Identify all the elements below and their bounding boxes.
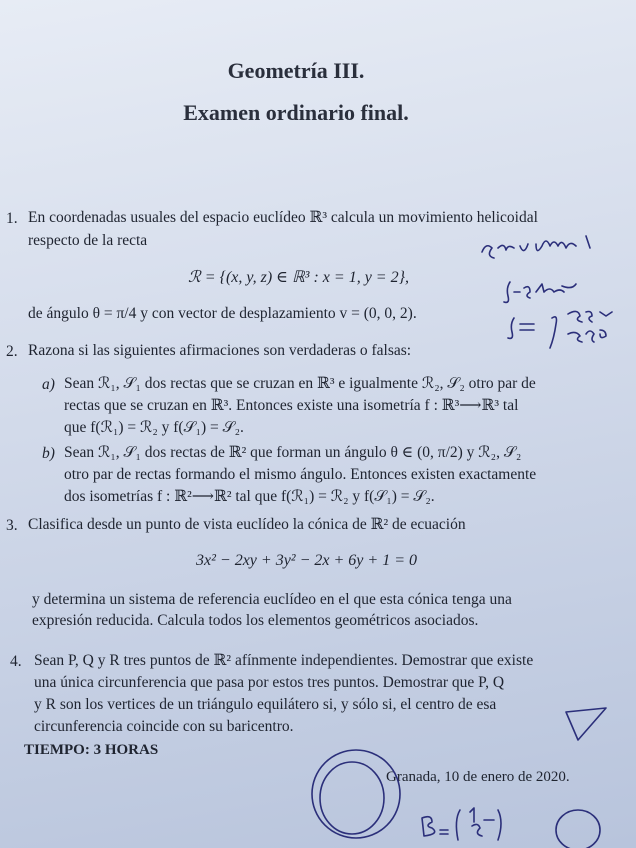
q2a-label: a): [42, 376, 55, 393]
q1-line2: respecto de la recta: [28, 232, 148, 249]
q4-line4: circunferencia coincide con su baricentro.: [34, 718, 294, 735]
q2-line1: Razona si las siguientes afirmaciones son verdaderas o falsas:: [28, 342, 412, 359]
q1-number: 1.: [6, 210, 18, 227]
handwritten-note-b: [422, 808, 501, 840]
q1-line3: de ángulo θ = π/4 y con vector de desplazamiento v = (0, 0, 2).: [28, 305, 417, 322]
q3-number: 3.: [6, 517, 18, 534]
q4-line2: una única circunferencia que pasa por estos tres puntos. Demostrar que P, Q: [34, 674, 505, 691]
handwritten-note-f3: [568, 330, 606, 342]
q3-line2: y determina un sistema de referencia euclídeo en el que esta cónica tenga una: [32, 591, 512, 608]
q2-number: 2.: [6, 343, 18, 360]
q2b-line2: otro par de rectas formando el mismo ángulo. Entonces existen exactamente: [64, 466, 537, 483]
q4-line1: Sean P, Q y R tres puntos de ℝ² afínmente independientes. Demostrar que existe: [34, 652, 534, 669]
q3-equation: 3x² − 2xy + 3y² − 2x + 6y + 1 = 0: [196, 552, 417, 569]
q2a-line2: rectas que se cruzan en ℝ³. Entonces existe una isometría f : ℝ³⟶ℝ³ tal: [64, 397, 519, 414]
q2b-line3: dos isometrías f : ℝ²⟶ℝ² tal que f(ℛ₁) = ℛ₂ y f(𝒮₁) = 𝒮₂.: [64, 488, 435, 505]
time-limit: TIEMPO: 3 HORAS: [24, 742, 159, 758]
handwritten-note-1: [482, 236, 590, 258]
q4-number: 4.: [10, 653, 22, 670]
q3-line3: expresión reducida. Calcula todos los elementos geométricos asociados.: [32, 612, 479, 629]
q2a-line1: Sean ℛ₁, 𝒮₁ dos rectas que se cruzan en ℝ³ e igualmente ℛ₂, 𝒮₂ otro par de: [64, 375, 536, 392]
q2b-label: b): [42, 445, 55, 462]
q1-equation: ℛ = {(x, y, z) ∈ ℝ³ : x = 1, y = 2},: [188, 269, 409, 286]
triangle-sketch: [566, 708, 606, 740]
q2a-line3: que f(ℛ₁) = ℛ₂ y f(𝒮₁) = 𝒮₂.: [64, 419, 244, 436]
q2b-line1: Sean ℛ₁, 𝒮₁ dos rectas de ℝ² que forman un ángulo θ ∈ (0, π/2) y ℛ₂, 𝒮₂: [64, 444, 522, 461]
handwritten-note-f2: [508, 311, 612, 348]
exam-title: Geometría III.: [227, 58, 365, 83]
place-date: Granada, 10 de enero de 2020.: [386, 769, 570, 785]
exam-subtitle: Examen ordinario final.: [183, 100, 409, 125]
q3-line1: Clasifica desde un punto de vista euclídeo la cónica de ℝ² de ecuación: [28, 516, 466, 533]
q1-line1: En coordenadas usuales del espacio euclídeo ℝ³ calcula un movimiento helicoidal: [28, 209, 538, 226]
handwritten-note-f1: [504, 282, 576, 302]
q4-line3: y R son los vertices de un triángulo equilátero si, y sólo si, el centro de esa: [34, 696, 497, 713]
circle-sketch: [312, 750, 400, 838]
